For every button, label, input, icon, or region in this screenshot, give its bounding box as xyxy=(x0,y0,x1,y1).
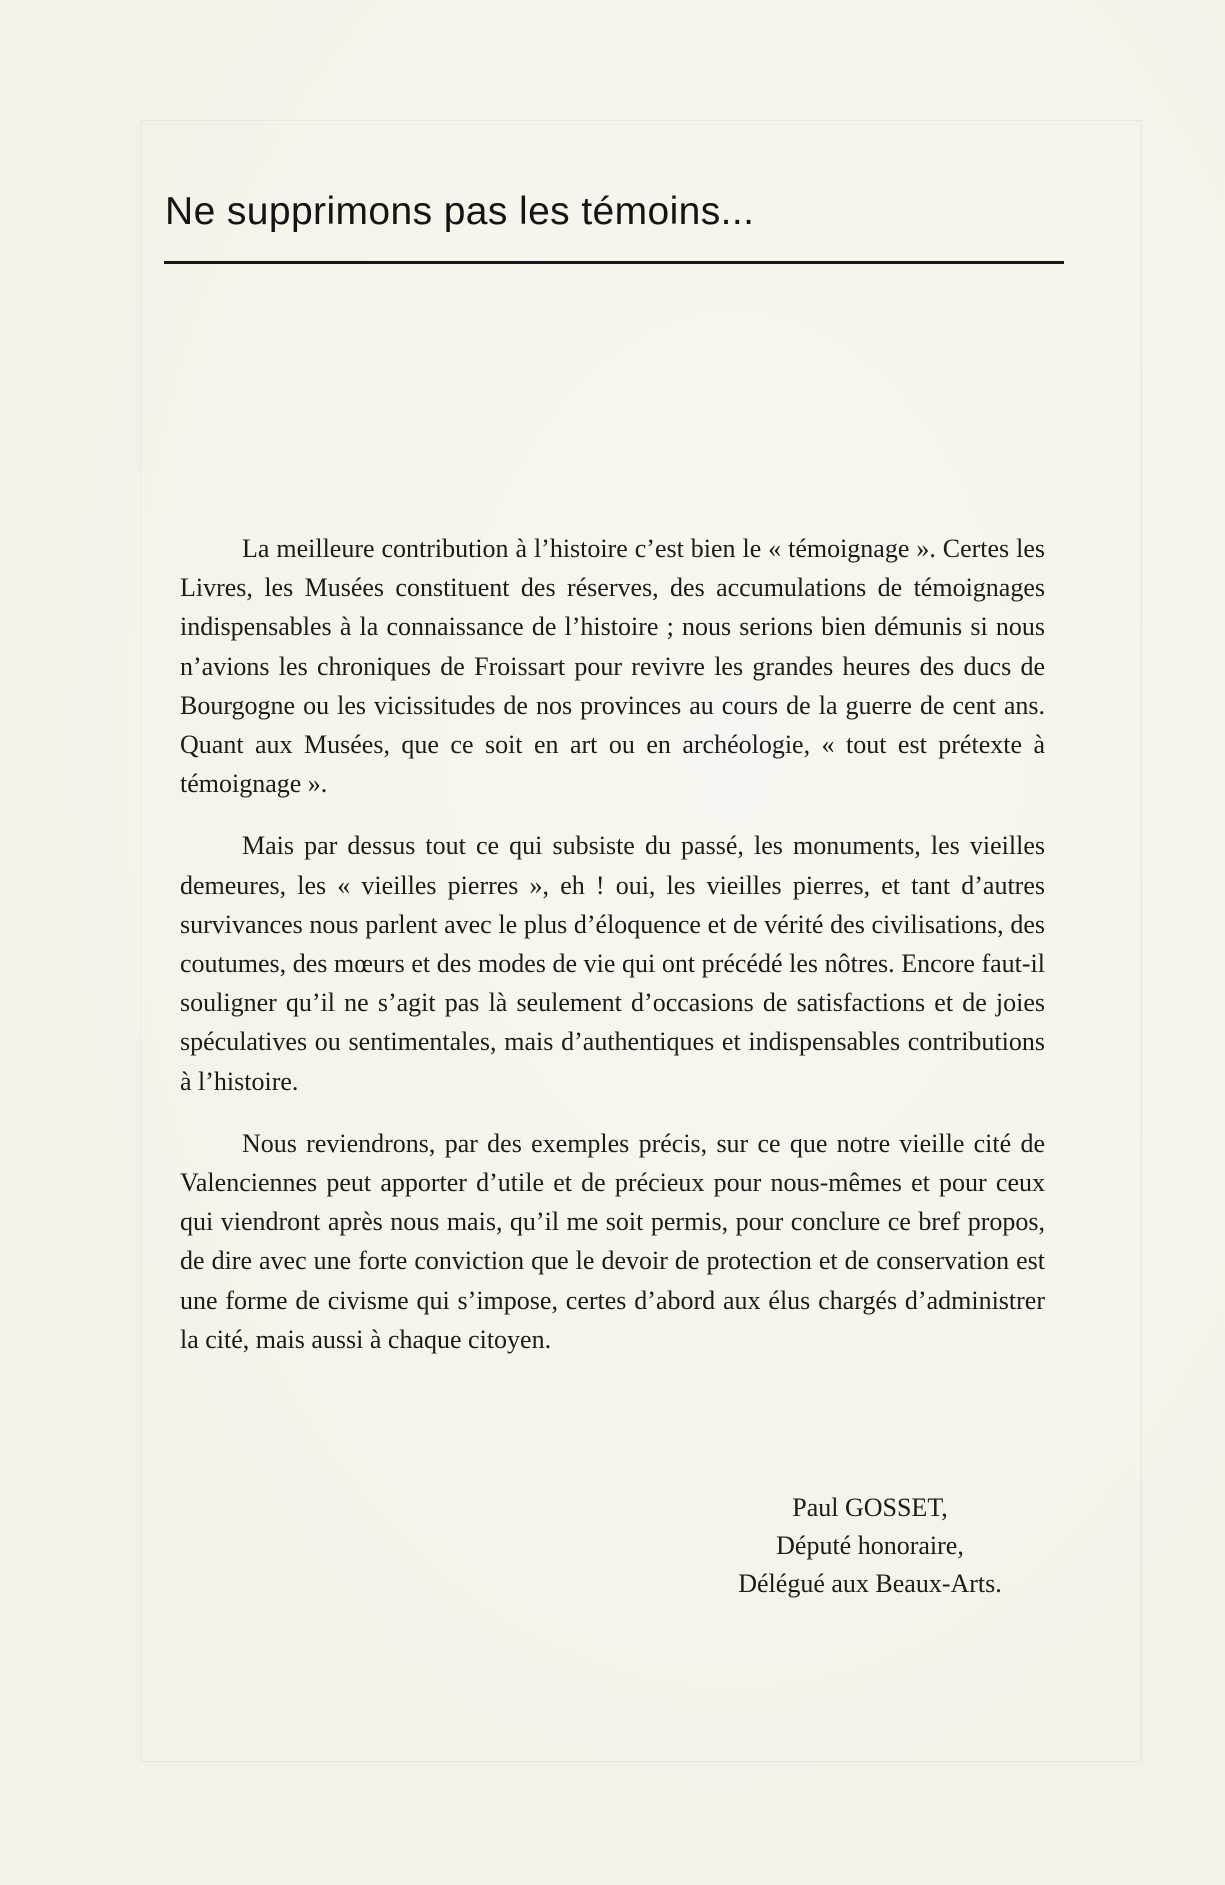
article-title: Ne supprimons pas les témoins... xyxy=(165,190,755,233)
article-body xyxy=(180,529,1045,1382)
paragraph-1: La meilleure contribution à l’histoire c’est bien le « témoignage ». Certes les Livres, les Musées constituent des réserves, des accumulations de témoignages indispensables à la connaissance de l’histoire ; nous serions bien démunis si nous n’avions les chroniques de Froissart pour revivre les grandes heures des ducs de Bourgogne ou les vicissitudes de nos provinces au cours de la guerre de cent ans. Quant aux Musées, que ce soit en art ou en archéologie, « tout est prétexte à témoignage ». xyxy=(180,534,1045,799)
signature-office: Délégué aux Beaux-Arts. xyxy=(738,1569,1002,1598)
title-underline-rule xyxy=(164,261,1064,264)
paragraph-3: Nous reviendrons, par des exemples précis, sur ce que notre vieille cité de Valenciennes peut apporter d’utile et de précieux pour nous-mêmes et pour ceux qui viendront après nous mais, qu’il me soit permis, pour conclure ce bref propos, de dire avec une forte conviction que le devoir de protection et de conservation est une forme de civisme qui s’impose, certes d’abord aux élus chargés d’administrer la cité, mais aussi à chaque citoyen. xyxy=(180,1128,1045,1354)
signature-block xyxy=(700,1489,1040,1603)
signature-role: Député honoraire, xyxy=(776,1531,964,1560)
paragraph-2: Mais par dessus tout ce qui subsiste du passé, les monuments, les vieilles demeures, les « vieilles pierres », eh ! oui, les vieilles pierres, et tant d’autres survivances nous parlent avec le plus d’éloquence et de vérité des civilisations, des coutumes, des mœurs et des modes de vie qui ont précédé les nôtres. Encore faut-il souligner qu’il ne s’agit pas là seulement d’occasions de satisfactions et de joies spéculatives ou sentimentales, mais d’authentiques et indispensables contributions à l’histoire. xyxy=(180,831,1045,1096)
signature-name: Paul GOSSET, xyxy=(792,1493,948,1522)
